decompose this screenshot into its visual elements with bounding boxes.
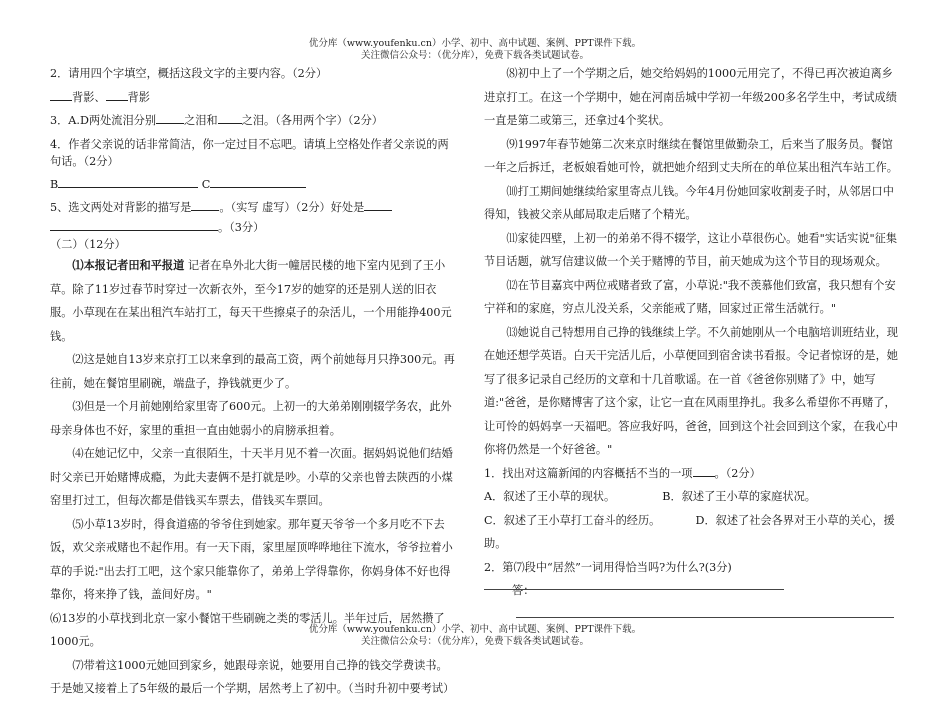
- options-row-1: [484, 485, 904, 509]
- footer-line-1: 优分库（www.youfenku.cn）小学、初中、高中试题、案例、PPT课件下载。: [308, 624, 642, 635]
- section-heading: （二）（12分）: [50, 238, 126, 251]
- question-2-right: 2．第⑺段中“居然”一词用得恰当吗?为什么?(3分): [484, 560, 732, 574]
- paragraph-1: ⑴本报记者田和平报道 记者在阜外北大街一幢居民楼的地下室内见到了王小草。除了11岁过春节时穿过一次新衣外，至今17岁的她穿的还是别人送的旧衣服。小草现在在某出租汽车站打工，每天干些擦桌子的杂活儿，一个用能挣400元钱。: [50, 258, 452, 343]
- answer-blank[interactable]: [210, 173, 306, 188]
- option-a[interactable]: A．叙述了王小草的现状。: [484, 490, 616, 503]
- question-4: 4．作者父亲说的话非常简洁，你一定过目不忘吧。请填上空格处作者父亲说的两句话。（2分）: [50, 137, 449, 168]
- paragraph-8: ⑻初中上了一个学期之后，她交给妈妈的1000元用完了，不得已再次被迫离乡进京打工。在这一个学期中，她在河南岳城中学初一年级200多名学生中，考试成绩一直是第二或第三，还拿过4个奖状。: [484, 67, 897, 127]
- answer-blank[interactable]: [50, 86, 72, 101]
- paragraph-12: ⑿在节目嘉宾中两位戒赌者致了富，小草说:"我不羡慕他们致富，我只想有个安宁祥和的家庭，穷点儿没关系，父亲能戒了赌，回家过正常生活就行。": [484, 278, 896, 315]
- paragraph-3: ⑶但是一个月前她刚给家里寄了600元。上初一的大弟弟刚刚辍学务农，此外母亲身体也不好，家里的重担一直由她弱小的肩膀承担着。: [50, 400, 452, 437]
- paragraph-13: ⒀她说自己特想用自己挣的钱继续上学。不久前她刚从一个电脑培训班结业，现在她还想学英语。白天干完活儿后，小草便回到宿舍读书看报。令记者惊讶的是，她写了很多记录自己经历的文章和十几首歌谣。在一首《爸爸你别赌了》中，她写道:"爸爸，是你赌博害了这个家，让它一直在风雨里挣扎。我多么希望你不再赌了，让可怜的妈妈享一天福吧。答应我好吗，爸爸，回到这个社会回到这个家，在我心中你将仍然是一个好爸爸。": [484, 325, 898, 456]
- paragraph-10: ⑽打工期间她继续给家里寄点儿钱。今年4月份她回家收割麦子时，从邻居口中得知，钱被父亲从邮局取走后赌了个精光。: [484, 184, 894, 221]
- page-footer: [0, 624, 950, 648]
- question-5: 5、选文两处对背影的描写是 。（实写 虚写）（2分）好处是 。（3分）: [50, 196, 455, 236]
- answer-blank[interactable]: [191, 196, 219, 211]
- question-3: 3．A.D两处流泪分别 之泪和 之泪。（各用两个字）（2分）: [50, 109, 455, 133]
- paragraph-4: ⑷在她记忆中，父亲一直很陌生，十天半月见不着一次面。据妈妈说他们结婚时父亲已开始赌博成瘾，为此夫妻俩不是打就是吵。小草的父亲也曾去陕西的小煤窑里打过工，但每次都是借钱买车票去，借钱买车票回。: [50, 447, 453, 507]
- options-row-2: [484, 509, 904, 556]
- answer-line: 答：: [484, 579, 904, 626]
- paragraph-5: ⑸小草13岁时，得食道癌的爷爷住到她家。那年夏天爷爷一个多月吃不下去饭，欢父亲戒赌也不起作用。有一天下雨，家里屋顶哗哗地往下流水，爷爷拉着小草的手说:"出去打工吧，这个家只能靠你了，弟弟上学得靠你，你妈身体不好也得靠你，将来挣了钱，盖间好房。": [50, 517, 453, 601]
- paragraph-9: ⑼1997年春节她第二次来京时继续在餐馆里做勤杂工，后来当了服务员。餐馆一年之后拆迁，老板娘看她可怜，就把她介绍到丈夫所在的单位某出租汽车站工作。: [484, 137, 898, 174]
- answer-blank[interactable]: [218, 109, 242, 124]
- answer-blank[interactable]: [58, 173, 198, 188]
- answer-blank[interactable]: [156, 109, 184, 124]
- page-header: [0, 38, 950, 62]
- answer-blank[interactable]: [106, 86, 128, 101]
- question-2-answer: 背影、 背影: [50, 86, 455, 110]
- right-column: [484, 62, 904, 626]
- option-b[interactable]: B．叙述了王小草的家庭状况。: [662, 490, 816, 503]
- option-c[interactable]: C．叙述了王小草打工奋斗的经历。: [484, 513, 661, 527]
- paragraph-2: ⑵这是她自13岁来京打工以来拿到的最高工资，两个前她每月只挣300元。再往前，她在餐馆里刷碗，端盘子，挣钱就更少了。: [50, 353, 455, 390]
- answer-line-2[interactable]: [484, 589, 784, 590]
- header-line-2: 关注微信公众号：（优分库），免费下载各类试题试卷。: [360, 50, 589, 61]
- question-2: 2．请用四个字填空，概括这段文字的主要内容。（2分）: [50, 67, 328, 80]
- paragraph-11: ⑾家徒四壁，上初一的弟弟不得不辍学，这让小草很伤心。她看"实话实说"征集节目话题，就写信建议做一个关于赌博的节目，前天她成为这个节目的现场观众。: [484, 231, 898, 268]
- header-line-1: 优分库（www.youfenku.cn）小学、初中、高中试题、案例、PPT课件下载。: [308, 38, 642, 49]
- question-4-answer: B C: [50, 173, 455, 197]
- paragraph-6: ⑹13岁的小草找到北京一家小餐馆干些刷碗之类的零活儿。半年过后，居然攒了1000元。: [50, 611, 445, 648]
- answer-blank[interactable]: [516, 605, 894, 618]
- option-d[interactable]: D．叙述了社会各界对王小草的关心，援助。: [484, 513, 895, 550]
- footer-line-2: 关注微信公众号：（优分库），免费下载各类试题试卷。: [360, 636, 589, 647]
- answer-blank[interactable]: [364, 196, 392, 211]
- left-column: [50, 62, 455, 701]
- answer-blank[interactable]: [50, 216, 218, 231]
- paragraph-7: ⑺带着这1000元她回到家乡，她跟母亲说，她要用自己挣的钱交学费读书。于是她又接着上了5年级的最后一个学期，居然考上了初中。（当时升初中要考试）: [50, 658, 455, 695]
- question-1: 1．找出对这篇新闻的内容概括不当的一项 。（2分）: [484, 462, 904, 486]
- answer-blank[interactable]: [693, 462, 715, 477]
